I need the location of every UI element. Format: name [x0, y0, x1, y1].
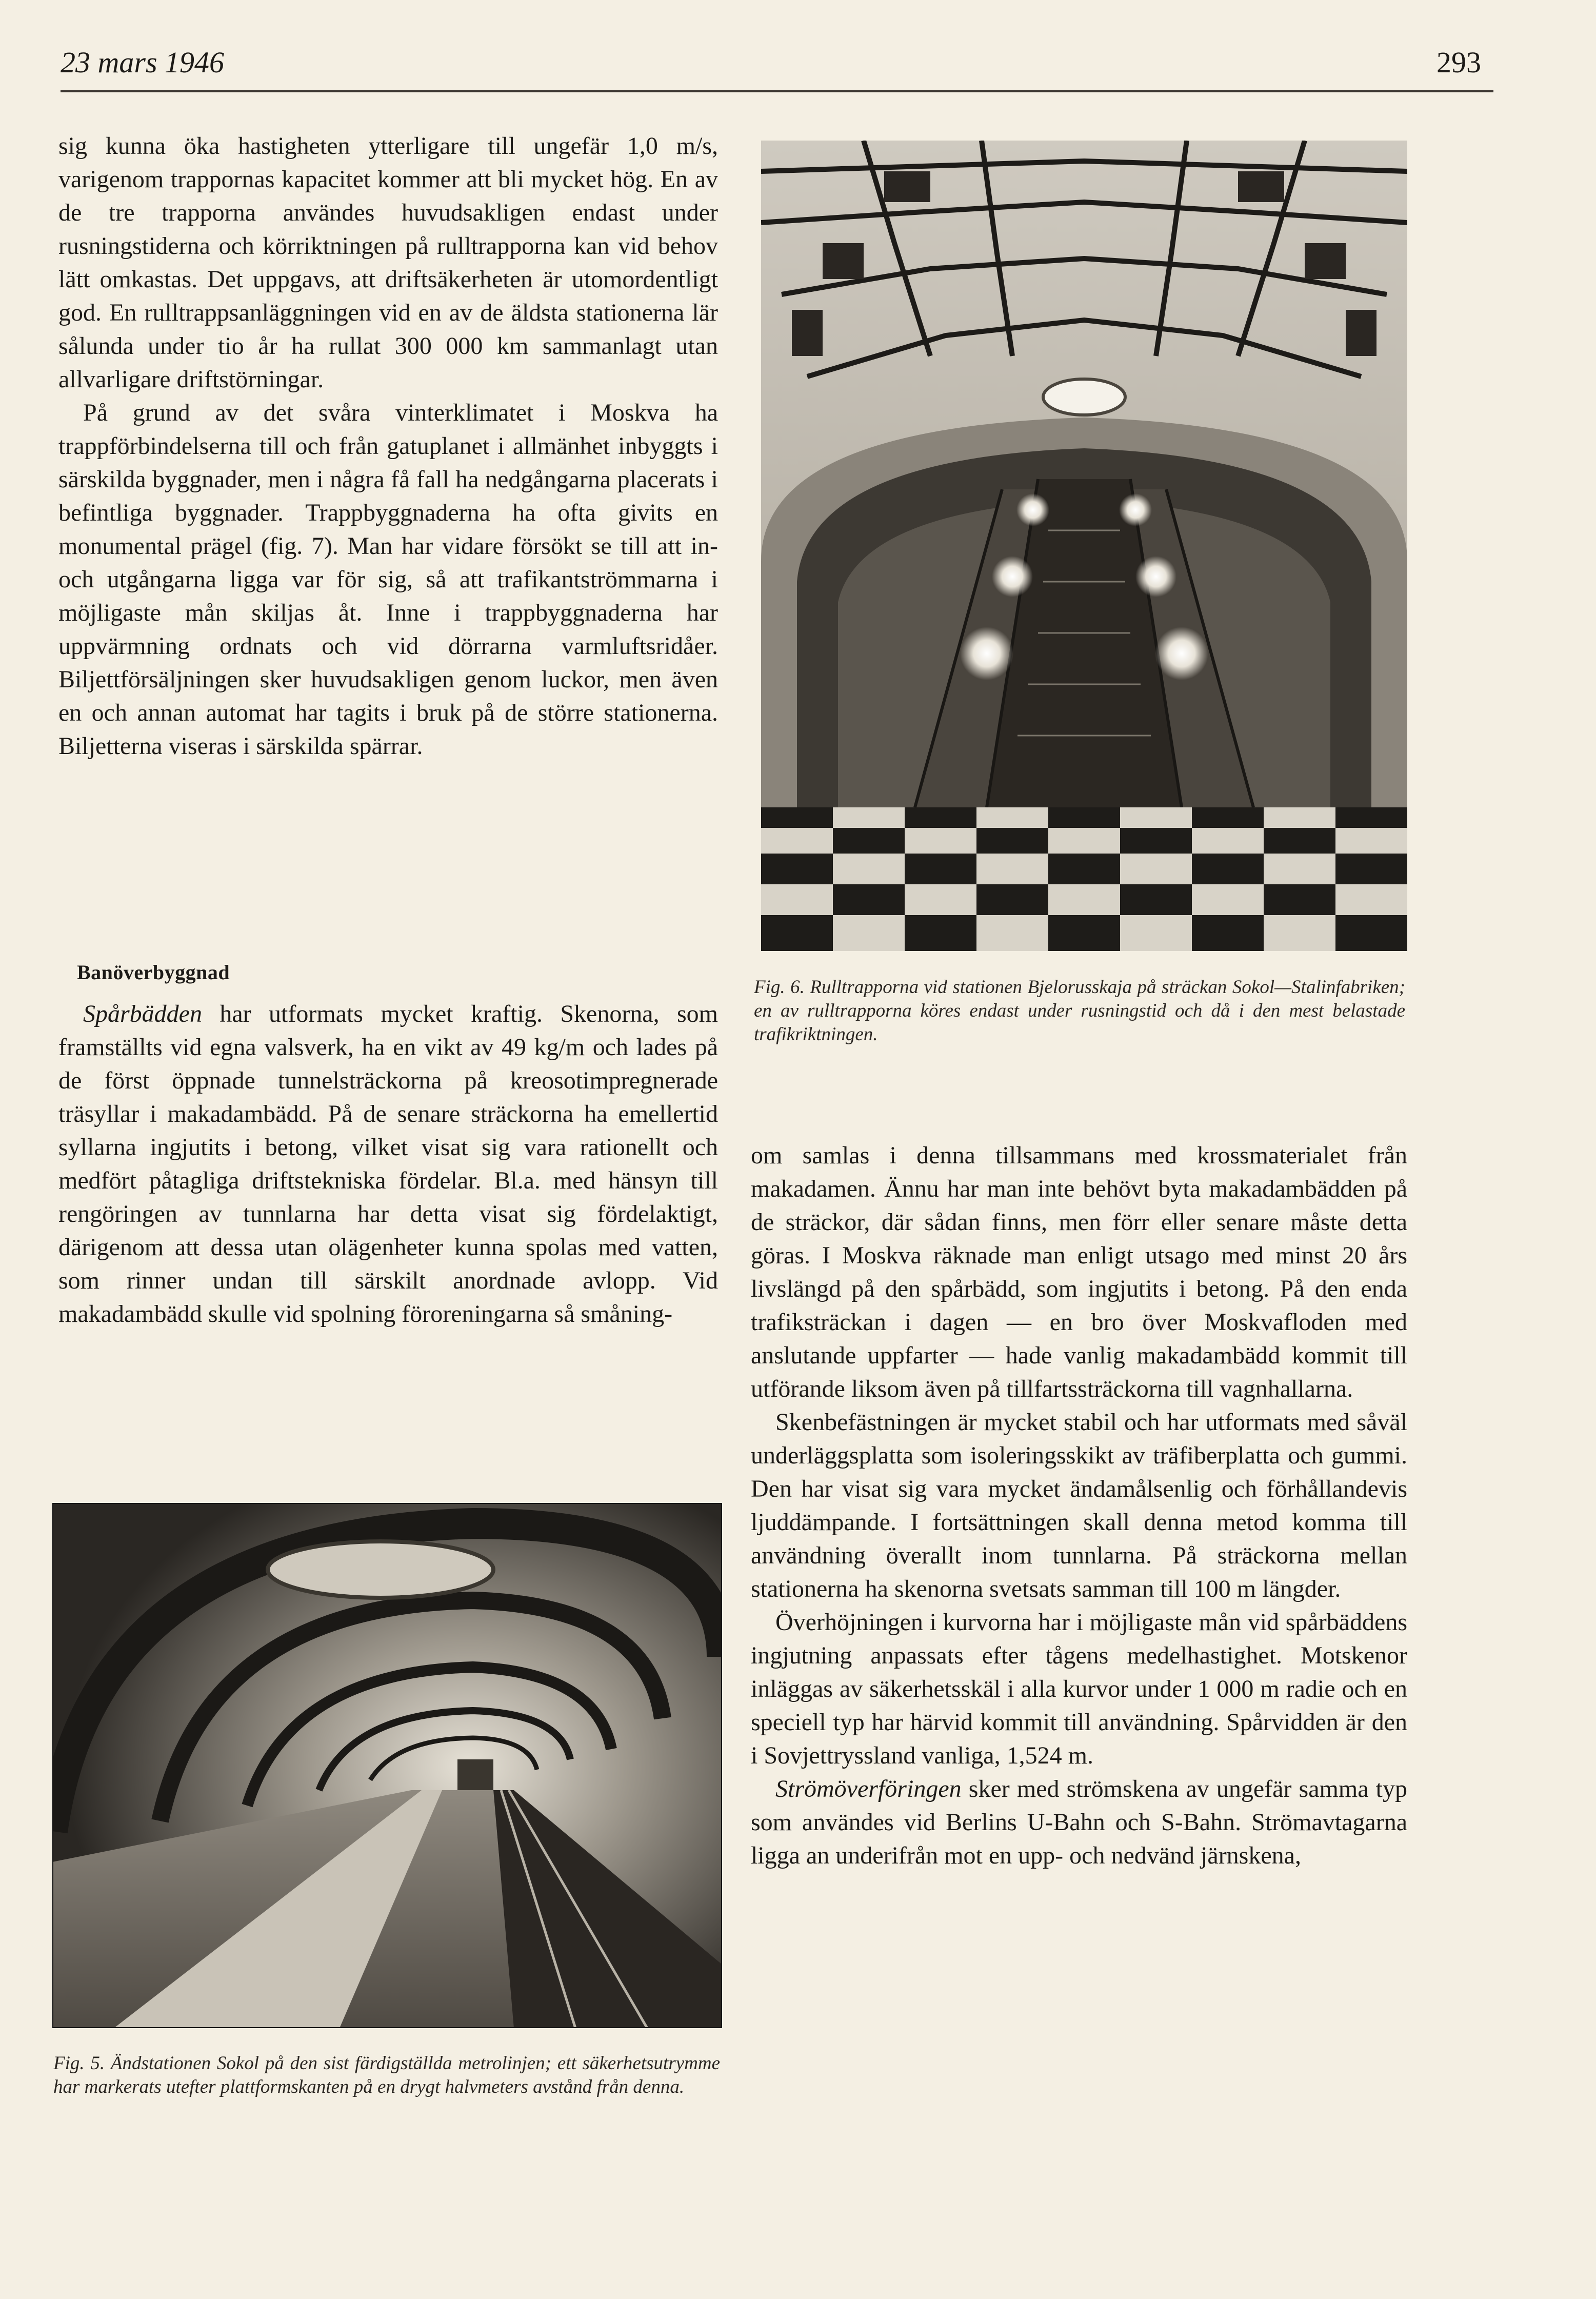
italic-lead: Spårbädden	[83, 1000, 202, 1027]
figure-5-caption: Fig. 5. Ändstationen Sokol på den sist färdigställda metrolinjen; ett säkerhetsutrymme har markerats utefter plattformskanten på en drygt halvmeters avstånd från denna.	[53, 2053, 720, 2097]
italic-lead: Strömöverföringen	[775, 1775, 962, 1802]
figure-6-caption: Fig. 6. Rulltrapporna vid stationen Bjelorusskaja på sträckan Sokol—Stalinfabriken; en av rulltrapporna köres endast under rusningstid och då i den mest belastade trafikriktningen.	[754, 977, 1405, 1045]
left-column-top	[58, 129, 718, 763]
left-column-mid	[58, 997, 718, 1331]
station-photo-illustration	[52, 1503, 722, 2028]
paragraph: På grund av det svåra vinterklimatet i Moskva ha trappförbindelserna till och från gatuplanet i allmänhet inbyggts i särskilda byggnader, men i några få fall ha nedgångarna placerats i befintliga byggnader. Trappbyggnaderna ha ofta givits en monumental prägel (fig. 7). Man har vidare försökt se till att in- och utgångarna ligga var för sig, så att trafikantströmmarna i möjligaste mån skiljas åt. Inne i trappbyggnaderna har uppvärmning ordnats och vid dörrarna varmluftsridåer. Biljettförsäljningen sker huvudsakligen genom luckor, men även en och annan automat har tagits i bruk på de större stationerna. Biljetterna viseras i särskilda spärrar.	[58, 399, 718, 760]
paragraph: om samlas i denna tillsammans med krossmaterialet från makadamen. Ännu har man inte behövt byta makadambädden på de sträckor, där sådan finns, men förr eller senare måste detta göras. I Moskva räknade man enligt utsago med minst 20 års livslängd på den spårbädd, som ingjutits i betong. På den enda trafiksträckan i dagen — en bro över Moskvafloden med anslutande uppfarter — hade vanlig makadambädd kommit till utförande liksom även på tillfartssträckorna till vagnhallarna.	[751, 1142, 1407, 1402]
page-number: 293	[1437, 46, 1481, 79]
paragraph	[58, 997, 718, 1331]
header-date: 23 mars 1946	[61, 46, 225, 79]
paragraph-text: sker med strömskena av ungefär samma typ som användes vid Berlins U-Bahn och S-Bahn. Strömavtagarna ligga an underifrån mot en upp- och nedvänd järnskena,	[751, 1775, 1407, 1869]
paragraph: sig kunna öka hastigheten ytterligare till ungefär 1,0 m/s, varigenom trappornas kapacitet kommer att bli mycket hög. En av de tre trapporna användes huvudsakligen endast under rusningstiderna och körriktningen på rulltrapporna kan vid behov lätt omkastas. Det uppgavs, att driftsäkerheten är utomordentligt god. En rulltrappsanläggningen vid en av de äldsta stationerna lär sålunda under tio år ha rullat 300 000 km sammanlagt utan allvarligare driftstörningar.	[58, 132, 718, 393]
paragraph: Skenbefästningen är mycket stabil och har utformats med såväl underläggsplatta som isoleringsskikt av träfiberplatta och gummi. Den har visat sig vara mycket ändamålsenlig och förhållandevis ljuddämpande. I fortsättningen skall denna metod komma till användning överallt inom tunnlarna. På sträckorna mellan stationerna ha skenorna svetsats samman till 100 m längder.	[751, 1409, 1407, 1602]
escalator-photo-illustration	[761, 141, 1407, 951]
header-rule	[61, 90, 1493, 92]
paragraph	[751, 1772, 1407, 1872]
section-heading: Banöverbyggnad	[77, 961, 230, 984]
paragraph-text: har utformats mycket kraftig. Skenorna, som framställts vid egna valsverk, ha en vikt av 49 kg/m och lades på de först öppnade tunnelsträckorna på kreosotimpregnerade träsyllar i makadambädd. På de senare sträckorna ha emellertid syllarna ingjutits i betong, vilket visat sig vara rationellt och medfört påtagliga driftstekniska fördelar. Bl.a. med hänsyn till rengöringen av tunnlarna har detta visat sig fördelaktigt, därigenom att dessa utan olägenheter kunna spolas med vatten, som rinner undan till särskilt anordnade avlopp. Vid makadambädd skulle vid spolning föroreningarna så småning-	[58, 1000, 718, 1327]
paragraph: Överhöjningen i kurvorna har i möjligaste mån vid spårbäddens ingjutning anpassats efter tågens medelhastighet. Motskenor inläggas av säkerhetsskäl i alla kurvor under 1 000 m radie och en speciell typ har härvid kommit till användning. Spårvidden är den i Sovjettryssland vanliga, 1,524 m.	[751, 1609, 1407, 1769]
figure-6-escalator-photo	[761, 141, 1407, 951]
right-column	[751, 1139, 1407, 1872]
figure-5-station-photo	[52, 1503, 722, 2028]
